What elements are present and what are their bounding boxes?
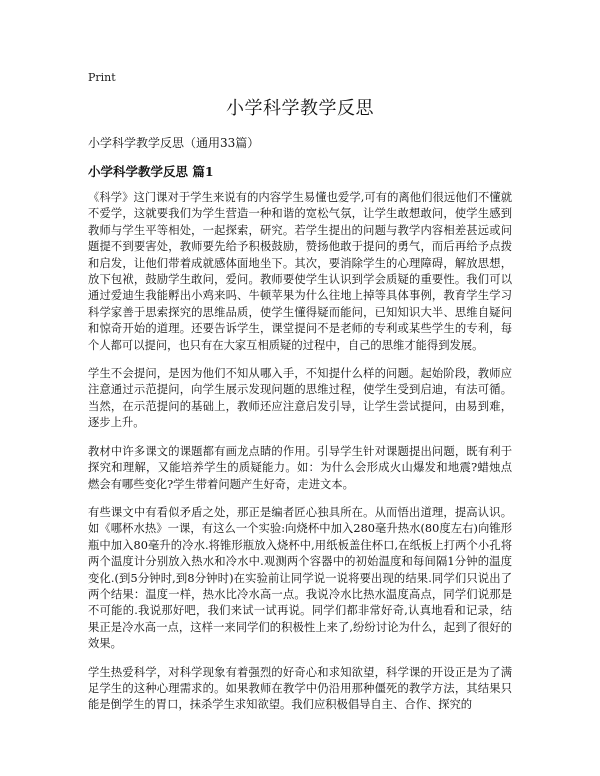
paragraph-3: 教材中许多课文的课题都有画龙点睛的作用。引导学生针对课题提出问题，既有利于探究和理解，又能培养学生的质疑能力。如：为什么会形成火山爆发和地震?蜡烛点燃会有哪些变化?学生带着问题产生好奇，走进文本。 — [88, 444, 512, 491]
document-subtitle: 小学科学教学反思（通用33篇） — [88, 136, 260, 150]
print-link[interactable]: Print — [88, 71, 116, 84]
paragraph-4: 有些课文中有看似矛盾之处，那正是编者匠心独具所在。从而悟出道理，提高认识。如《哪杯水热》一课，有这么一个实验:向烧杯中加入280毫升热水(80度左右)向锥形瓶中加入80毫升的冷水.将锥形瓶放入烧杯中,用纸板盖住杯口,在纸板上打两个小孔将两个温度计分别放入热水和冷水中.观测两个容器中的初始温度和每间隔1分钟的温度变化.(到5分钟时,到8分钟时)在实验前让同学说一说将要出现的结果.同学们只说出了两个结果：温度一样，热水比冷水高一点。我说冷水比热水温度高点，同学们说那是不可能的.我说那好吧，我们来试一试再说。同学们都非常好奇,认真地看和记录，结果正是冷水高一点，这样一来同学们的积极性上来了,纷纷讨论为什么，起到了很好的效果。 — [88, 505, 512, 651]
paragraph-1: 《科学》这门课对于学生来说有的内容学生易懂也爱学,可有的离他们很远他们不懂就不爱学，这就要我们为学生营造一种和谐的宽松气氛，让学生敢想敢问，使学生感到教师与学生平等相处，一起探索，研究。若学生提出的问题与教学内容相差甚远或问题提不到要害处，教师要先给予积极鼓励，赞扬他敢于提问的勇气，而后再给予点拨和启发，让他们带着成就感体面地坐下。其次，要消除学生的心理障碍，解放思想，放下包袱，鼓励学生敢问，爱问。教师要使学生认识到学会质疑的重要性。我们可以通过爱迪生我能孵出小鸡来吗、牛顿苹果为什么往地上掉等具体事例，教育学生学习科学家善于思索探究的思维品质，使学生懂得疑而能问，已知知识大半、思维自疑问和惊奇开始的道理。还要告诉学生，课堂提问不是老师的专利或某些学生的专利，每个人都可以提问，也只有在大家互相质疑的过程中，自己的思维才能得到发展。 — [88, 191, 512, 352]
section-heading: 小学科学教学反思 篇1 — [88, 164, 214, 179]
paragraph-2: 学生不会提问，是因为他们不知从哪入手，不知提什么样的问题。起始阶段，教师应注意通过示范提问，向学生展示发现问题的思维过程，使学生受到启迪，有法可循。当然，在示范提问的基础上，教师还应注意启发引导，让学生尝试提问，由易到难，逐步上升。 — [88, 367, 512, 430]
paragraph-5: 学生热爱科学，对科学现象有着强烈的好奇心和求知欲望，科学课的开设正是为了满足学生的这种心理需求的。如果教师在教学中仍沿用那种僵死的教学方法，其结果只能是倒学生的胃口，抹杀学生求知欲望。我们应积极倡导自主、合作、探究的 — [88, 665, 512, 712]
document-title: 小学科学教学反思 — [226, 98, 374, 119]
